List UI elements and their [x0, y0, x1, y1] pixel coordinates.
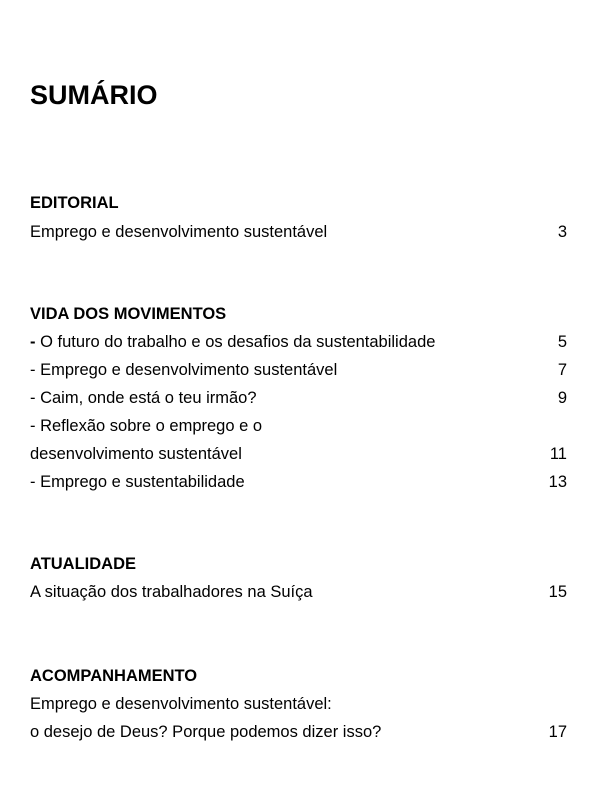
page-number: 3 — [557, 223, 567, 241]
toc-entry: - Emprego e sustentabilidade 13 — [30, 468, 567, 496]
page-number: 5 — [557, 333, 567, 351]
page-number: 17 — [548, 723, 567, 741]
page-number: 9 — [557, 389, 567, 407]
toc-entry: - Caim, onde está o teu irmão? 9 — [30, 384, 567, 412]
page-number: 7 — [557, 361, 567, 379]
section-heading-editorial: EDITORIAL — [30, 194, 119, 212]
page-number: 15 — [548, 583, 567, 601]
section-heading-acompanhamento: ACOMPANHAMENTO — [30, 667, 198, 685]
toc-entry: - Reflexão sobre o emprego e o — [30, 417, 263, 435]
toc-entry: - O futuro do trabalho e os desafios da sustentabilidade 5 — [30, 328, 567, 356]
section-heading-atualidade: ATUALIDADE — [30, 555, 137, 573]
toc-entry: - Emprego e desenvolvimento sustentável 7 — [30, 356, 567, 384]
section-heading-vida-dos-movimentos: VIDA DOS MOVIMENTOS — [30, 305, 227, 323]
toc-entry: A situação dos trabalhadores na Suíça 15 — [30, 578, 567, 606]
toc-entry: Emprego e desenvolvimento sustentável 3 — [30, 218, 567, 246]
page-number: 11 — [549, 445, 567, 463]
toc-entry-continued: desenvolvimento sustentável 11 — [30, 440, 567, 468]
toc-entry: Emprego e desenvolvimento sustentável: — [30, 695, 332, 713]
page-number: 13 — [548, 473, 567, 491]
page-title: SUMÁRIO — [30, 80, 158, 110]
toc-entry-continued: o desejo de Deus? Porque podemos dizer isso? 17 — [30, 718, 567, 746]
